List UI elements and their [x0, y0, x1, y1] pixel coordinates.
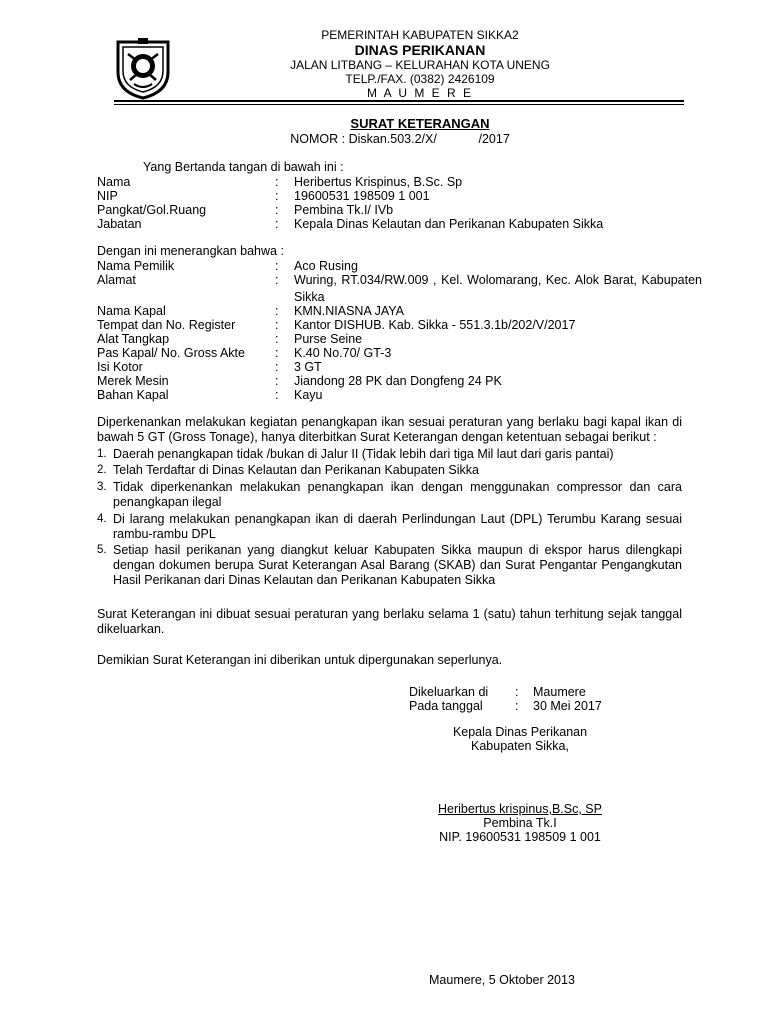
field-label: Bahan Kapal — [97, 388, 169, 402]
field-value: K.40 No.70/ GT-3 — [294, 346, 392, 360]
list-text: Tidak diperkenankan melakukan penangkapan ikan dengan menggunakan compressor dan cara penangkapan ilegal — [113, 480, 682, 509]
field-row — [97, 332, 702, 346]
field-value: Aco Rusing — [294, 259, 358, 273]
issued-date-label: Pada tanggal — [409, 699, 483, 713]
field-value: KMN.NIASNA JAYA — [294, 304, 404, 318]
declare-text: Dengan ini menerangkan bahwa : — [97, 244, 284, 258]
list-number: 1. — [97, 448, 107, 460]
validity-paragraph: Surat Keterangan ini dibuat sesuai peraturan yang berlaku selama 1 (satu) tahun terhitung sejak tanggal dikeluarkan. — [97, 607, 682, 636]
field-value: Wuring, RT.034/RW.009 , Kel. Wolomarang, Kec. Alok Barat, Kabupaten — [294, 273, 702, 287]
header-city: M A U M E R E — [366, 86, 473, 100]
field-row — [97, 388, 702, 402]
list-number: 5. — [97, 544, 107, 556]
footer-date: Maumere, 5 Oktober 2013 — [429, 973, 575, 987]
field-colon: : — [275, 217, 279, 231]
field-row — [97, 175, 702, 189]
field-label: Alat Tangkap — [97, 332, 170, 346]
issued-date-value: 30 Mei 2017 — [533, 699, 602, 713]
issued-place-colon: : — [515, 685, 519, 699]
field-value: Kepala Dinas Kelautan dan Perikanan Kabupaten Sikka — [294, 217, 604, 231]
document-number: NOMOR : Diskan.503.2/X/ /2017 — [290, 132, 510, 146]
field-row — [97, 273, 702, 287]
field-row — [97, 304, 702, 318]
permit-paragraph: Diperkenankan melakukan kegiatan penangkapan ikan sesuai peraturan yang berlaku bagi kapal ikan di bawah 5 GT (Gross Tonage), hanya diterbitkan Surat Keterangan dengan ketentuan sebagai berikut : — [97, 415, 682, 444]
list-number: 4. — [97, 513, 107, 525]
field-label: Merek Mesin — [97, 374, 169, 388]
header-rule-thin — [114, 104, 684, 105]
field-colon: : — [275, 175, 279, 189]
document-title — [200, 116, 640, 131]
field-value: Pembina Tk.I/ IVb — [294, 203, 394, 217]
field-row — [97, 203, 702, 217]
field-row — [97, 189, 702, 203]
field-value-continued: Sikka — [294, 290, 325, 304]
field-label: Tempat dan No. Register — [97, 318, 236, 332]
field-colon: : — [275, 203, 279, 217]
field-row — [97, 360, 702, 374]
issued-date-colon: : — [515, 699, 519, 713]
intro-text: Yang Bertanda tangan di bawah ini : — [143, 160, 344, 174]
field-colon: : — [275, 374, 279, 388]
list-number: 3. — [97, 481, 107, 493]
field-row — [97, 217, 702, 231]
field-label: Isi Kotor — [97, 360, 143, 374]
field-label: Alamat — [97, 273, 136, 287]
field-label: Jabatan — [97, 217, 142, 231]
field-value: Purse Seine — [294, 332, 363, 346]
field-value: 3 GT — [294, 360, 322, 374]
field-value: Heribertus Krispinus, B.Sc. Sp — [294, 175, 463, 189]
list-text: Telah Terdaftar di Dinas Kelautan dan Perikanan Kabupaten Sikka — [113, 463, 479, 477]
field-colon: : — [275, 332, 279, 346]
list-text: Di larang melakukan penangkapan ikan di daerah Perlindungan Laut (DPL) Terumbu Karang sesuai rambu-rambu DPL — [113, 512, 682, 541]
field-value: Jiandong 28 PK dan Dongfeng 24 PK — [294, 374, 502, 388]
field-label: Pangkat/Gol.Ruang — [97, 203, 207, 217]
issued-place-value: Maumere — [533, 685, 586, 699]
signature-office-title: Kepala Dinas Perikanan — [452, 725, 588, 739]
header-phone: TELP./FAX. (0382) 2426109 — [345, 72, 495, 86]
field-row — [97, 318, 702, 332]
signature-rank: Pembina Tk.I — [483, 816, 557, 830]
field-colon: : — [275, 259, 279, 273]
signature-name: Heribertus krispinus,B.Sc, SP — [438, 802, 602, 816]
field-row — [97, 259, 702, 273]
closing-paragraph: Demikian Surat Keterangan ini diberikan untuk dipergunakan seperlunya. — [97, 653, 503, 667]
field-value: Kayu — [294, 388, 323, 402]
field-colon: : — [275, 388, 279, 402]
signature-nip: NIP. 19600531 198509 1 001 — [439, 830, 601, 844]
field-label: Pas Kapal/ No. Gross Akte — [97, 346, 245, 360]
field-value: 19600531 198509 1 001 — [294, 189, 430, 203]
field-colon: : — [275, 189, 279, 203]
header-agency: DINAS PERIKANAN — [354, 42, 486, 58]
field-colon: : — [275, 304, 279, 318]
field-colon: : — [275, 346, 279, 360]
document-title-text: SURAT KETERANGAN — [350, 116, 490, 131]
list-number: 2. — [97, 464, 107, 476]
field-row — [97, 374, 702, 388]
field-label: Nama — [97, 175, 131, 189]
field-label: Nama Pemilik — [97, 259, 175, 273]
list-text: Daerah penangkapan tidak /bukan di Jalur II (Tidak lebih dari tiga Mil laut dari garis pantai) — [113, 447, 614, 461]
field-label: NIP — [97, 189, 118, 203]
signature-office-region: Kabupaten Sikka, — [471, 739, 569, 753]
field-colon: : — [275, 273, 279, 287]
list-text: Setiap hasil perikanan yang diangkut keluar Kabupaten Sikka maupun di ekspor harus dilengkapi dengan dokumen berupa Surat Keterangan Asal Barang (SKAB) dan Surat Pengantar Pengangkutan Hasil Perikanan dari Dinas Kelautan dan Perikanan Kabupaten Sikka — [113, 543, 682, 587]
regency-emblem-logo — [114, 34, 172, 100]
field-colon: : — [275, 360, 279, 374]
header-address: JALAN LITBANG – KELURAHAN KOTA UNENG — [290, 58, 550, 72]
header-rule-thick — [114, 100, 684, 102]
field-row — [97, 346, 702, 360]
header-government: PEMERINTAH KABUPATEN SIKKA2 — [321, 28, 519, 42]
field-colon: : — [275, 318, 279, 332]
field-value: Kantor DISHUB. Kab. Sikka - 551.3.1b/202/V/2017 — [294, 318, 576, 332]
issued-place-label: Dikeluarkan di — [409, 685, 489, 699]
field-label: Nama Kapal — [97, 304, 166, 318]
